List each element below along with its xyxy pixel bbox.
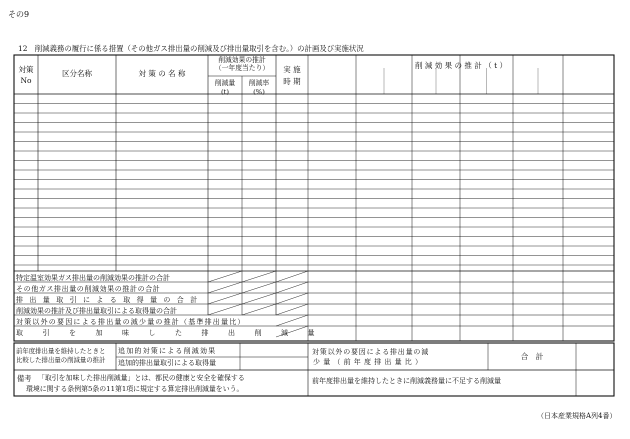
header-measure-no: 対策 No [18,65,34,85]
header-measure-name: 対 策 の 名 称 [138,69,186,78]
diagonal-slash [242,293,276,304]
header-reduction-estimate: 削減効果の推計 （一年度当たり） [214,56,270,72]
header-effect-estimate: 削 減 効 果 の 推 計 （ t ） [415,61,507,70]
diagonal-slash [276,304,308,315]
summary-row-label-3: 排出量取引による取得量の合計 [16,296,204,304]
section-heading: 12 削減義務の履行に係る措置（その他ガス排出量の削減及び排出量取引を含む。）の計画及び実施状況 [18,44,364,53]
total-label: 合 計 [520,352,544,361]
diagonal-slash [242,282,276,293]
page-label: その9 [8,10,30,19]
summary-row-label-6: 取引を加味した排出削減量 [16,329,334,337]
shortfall-label: 前年度排出量を維持したときに削減義務量に不足する削減量 [312,377,501,385]
header-reduction-rate: 削減率 (%) [248,79,270,96]
diagonal-slash [242,271,276,282]
header-implementation: 実 施 時 期 [283,65,301,86]
diagonal-slash [276,293,308,304]
additional-acquisition-label: 追加的排出量取引による取得量 [118,359,216,367]
summary-row-label-4: 削減効果の推計及び排出量取引による取得量の合計 [16,307,177,315]
footer-standard: （日本産業規格A列4番） [537,412,617,420]
diagonal-slash [242,304,276,315]
additional-reduction-label: 追加的対策による削減効果 [118,347,217,355]
remarks-line-1: 「取引を加味した排出削減量」とは、都民の健康と安全を確保する [38,374,245,382]
diagonal-slash [276,271,308,282]
summary-row-label-1: 特定温室効果ガス排出量の削減効果の推計の合計 [16,274,170,282]
diagonal-slash [208,293,242,304]
remarks-line-2: 環境に関する条例第5条の11第1項に規定する算定排出削減量をいう。 [26,385,244,393]
diagonal-slash [208,282,242,293]
header-reduction-amount: 削減量 (t) [214,79,236,96]
other-factors-label: 対策以外の要因による排出量の減 少量（前年度排出量比） [312,348,429,367]
bottom-left-label: 前年度排出量を維持したときと 比較した排出量の削減量の推計 [16,347,106,365]
remarks-label: 備考 [17,374,32,383]
diagonal-slash [276,282,308,293]
header-category: 区分名称 [62,69,92,78]
summary-row-label-2: その他ガス排出量の削減効果の推計の合計 [16,285,161,293]
summary-row-label-5: 対策以外の要因による排出量の減少量の推計（基準排出量比） [16,318,246,326]
diagonal-slash [208,304,242,315]
diagonal-slash [208,271,242,282]
